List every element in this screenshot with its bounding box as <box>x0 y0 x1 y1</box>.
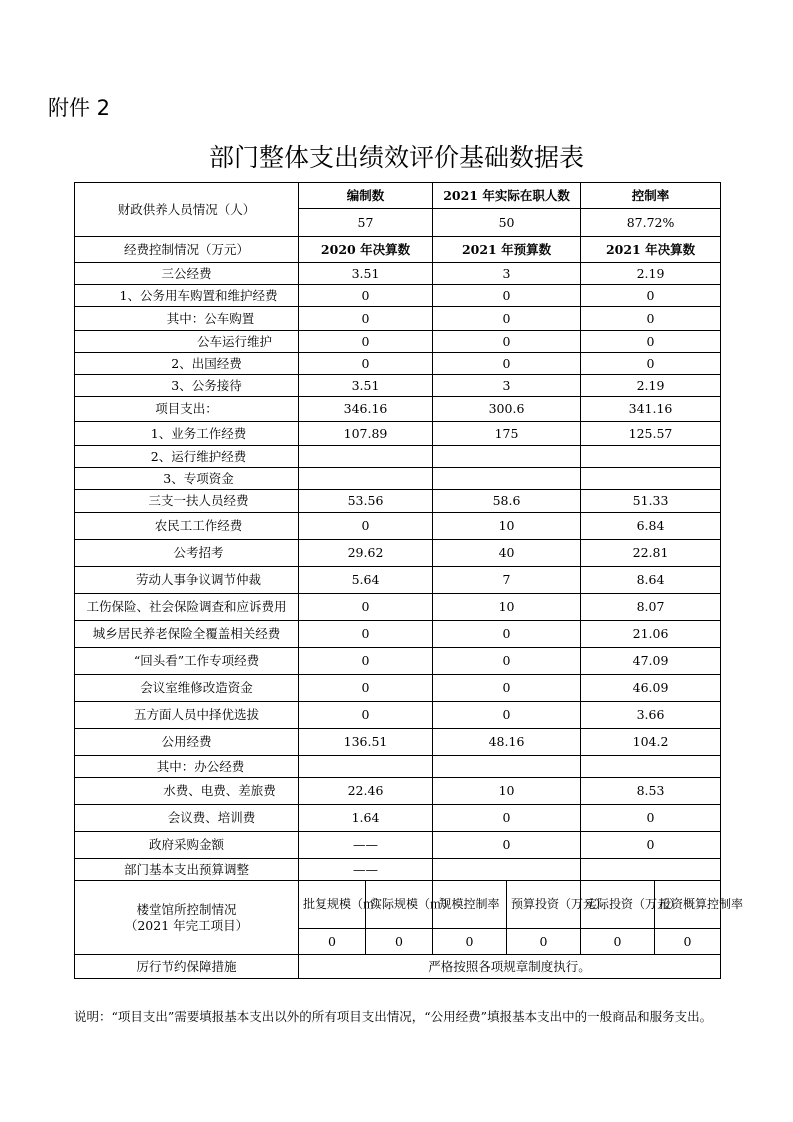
row-value: 7 <box>433 567 581 594</box>
row-value: 48.16 <box>433 729 581 756</box>
row-value: 0 <box>433 675 581 702</box>
row-value: 175 <box>433 422 581 446</box>
building-header: 实际投资（万元） <box>581 881 655 929</box>
attachment-label: 附件 2 <box>48 96 111 120</box>
row-value: 0 <box>433 805 581 832</box>
table-row <box>75 422 721 446</box>
row-value: —— <box>299 832 433 859</box>
row-value: 300.6 <box>433 397 581 422</box>
table-row <box>75 540 721 567</box>
staff-header: 2021 年实际在职人数 <box>433 183 581 209</box>
row-label: 其中：办公经费 <box>75 756 299 778</box>
table-row <box>75 490 721 513</box>
row-value: 0 <box>581 285 721 307</box>
funding-header: 2021 年预算数 <box>433 237 581 263</box>
row-value: 0 <box>299 513 433 540</box>
row-label: 农民工工作经费 <box>75 513 299 540</box>
row-value <box>299 756 433 778</box>
row-value <box>299 446 433 468</box>
table-row <box>75 859 721 881</box>
funding-label: 经费控制情况（万元） <box>75 237 299 263</box>
row-label: 工伤保险、社会保险调查和应诉费用 <box>75 594 299 621</box>
table-row <box>75 756 721 778</box>
building-header: 规模控制率 <box>433 881 507 929</box>
funding-header: 2021 年决算数 <box>581 237 721 263</box>
row-value: 1.64 <box>299 805 433 832</box>
building-value: 0 <box>366 929 433 955</box>
row-value: 22.46 <box>299 778 433 805</box>
row-label: 1、业务工作经费 <box>75 422 299 446</box>
row-value: 8.53 <box>581 778 721 805</box>
row-label: 政府采购金额 <box>75 832 299 859</box>
table-row <box>75 353 721 375</box>
row-label: 项目支出： <box>75 397 299 422</box>
row-value: 47.09 <box>581 648 721 675</box>
row-value <box>433 859 581 881</box>
row-value: 0 <box>299 307 433 331</box>
row-value: 0 <box>299 702 433 729</box>
row-value: 0 <box>581 331 721 353</box>
building-label-line1: 楼堂馆所控制情况 <box>136 901 237 917</box>
row-value: 0 <box>299 594 433 621</box>
table-row <box>75 567 721 594</box>
row-label: 公车运行维护 <box>75 331 299 353</box>
row-label: 会议费、培训费 <box>75 805 299 832</box>
row-value: 0 <box>299 621 433 648</box>
table-row <box>75 805 721 832</box>
row-value: 8.07 <box>581 594 721 621</box>
row-value: 0 <box>433 832 581 859</box>
row-value: 0 <box>433 648 581 675</box>
row-value <box>581 468 721 490</box>
row-value: 3.51 <box>299 263 433 285</box>
row-value: 0 <box>299 331 433 353</box>
building-header: 批复规模（㎡） <box>299 881 366 929</box>
row-label: 2、运行维护经费 <box>75 446 299 468</box>
row-label: “回头看”工作专项经费 <box>75 648 299 675</box>
row-value: 10 <box>433 594 581 621</box>
staff-value: 57 <box>299 209 433 237</box>
row-value: 0 <box>433 331 581 353</box>
row-value: 29.62 <box>299 540 433 567</box>
row-value: 107.89 <box>299 422 433 446</box>
row-value: 0 <box>299 675 433 702</box>
table-row <box>75 375 721 397</box>
table-row <box>75 468 721 490</box>
table-row <box>75 397 721 422</box>
table-row <box>75 285 721 307</box>
staff-value: 87.72% <box>581 209 721 237</box>
row-value <box>433 446 581 468</box>
row-value: 40 <box>433 540 581 567</box>
row-value: 0 <box>299 285 433 307</box>
row-label: 劳动人事争议调节仲裁 <box>75 567 299 594</box>
footnote: 说明：“项目支出”需要填报基本支出以外的所有项目支出情况，“公用经费”填报基本支出中的一般商品和服务支出。 <box>74 1009 713 1024</box>
row-label: 公考招考 <box>75 540 299 567</box>
table-row <box>75 675 721 702</box>
table-row <box>75 702 721 729</box>
row-value: 58.6 <box>433 490 581 513</box>
row-value: 5.64 <box>299 567 433 594</box>
row-value <box>581 756 721 778</box>
row-label: 城乡居民养老保险全覆盖相关经费 <box>75 621 299 648</box>
row-value <box>433 468 581 490</box>
building-header: 实际规模（㎡） <box>366 881 433 929</box>
building-header: 投资概算控制率 <box>655 881 721 929</box>
table-row <box>75 621 721 648</box>
row-value: 104.2 <box>581 729 721 756</box>
row-value: 21.06 <box>581 621 721 648</box>
row-value: 3 <box>433 375 581 397</box>
building-value: 0 <box>655 929 721 955</box>
table-row <box>75 513 721 540</box>
row-value: 6.84 <box>581 513 721 540</box>
row-value: 0 <box>299 353 433 375</box>
row-value: 0 <box>299 648 433 675</box>
row-value: 0 <box>581 307 721 331</box>
row-value: 46.09 <box>581 675 721 702</box>
measures-label: 厉行节约保障措施 <box>75 955 299 979</box>
table-row <box>75 446 721 468</box>
row-label: 公用经费 <box>75 729 299 756</box>
table-row <box>75 263 721 285</box>
row-value: 22.81 <box>581 540 721 567</box>
page-title: 部门整体支出绩效评价基础数据表 <box>208 143 584 172</box>
building-label-line2: （2021 年完工项目） <box>124 917 249 933</box>
row-value <box>299 468 433 490</box>
staff-header: 控制率 <box>581 183 721 209</box>
row-label: 3、公务接待 <box>75 375 299 397</box>
row-label: 水费、电费、差旅费 <box>75 778 299 805</box>
building-value: 0 <box>507 929 581 955</box>
row-label: 3、专项资金 <box>75 468 299 490</box>
row-label: 三公经费 <box>75 263 299 285</box>
row-value: 51.33 <box>581 490 721 513</box>
table-row <box>75 307 721 331</box>
staff-value: 50 <box>433 209 581 237</box>
row-value: 0 <box>433 353 581 375</box>
table-row <box>75 331 721 353</box>
table-row <box>75 729 721 756</box>
row-label: 2、出国经费 <box>75 353 299 375</box>
row-value: 2.19 <box>581 263 721 285</box>
row-label: 1、公务用车购置和维护经费 <box>75 285 299 307</box>
row-value <box>581 859 721 881</box>
row-value: 125.57 <box>581 422 721 446</box>
building-value: 0 <box>299 929 366 955</box>
row-value: 3.66 <box>581 702 721 729</box>
row-value: 10 <box>433 513 581 540</box>
row-value: 0 <box>433 702 581 729</box>
row-value: 3.51 <box>299 375 433 397</box>
row-value: 0 <box>581 805 721 832</box>
row-label: 部门基本支出预算调整 <box>75 859 299 881</box>
funding-header: 2020 年决算数 <box>299 237 433 263</box>
row-value: 346.16 <box>299 397 433 422</box>
building-header: 预算投资（万元） <box>507 881 581 929</box>
row-value <box>581 446 721 468</box>
row-value: 0 <box>433 621 581 648</box>
staff-header: 编制数 <box>299 183 433 209</box>
row-value: 0 <box>433 285 581 307</box>
row-label: 三支一扶人员经费 <box>75 490 299 513</box>
row-value: 0 <box>581 832 721 859</box>
table-row <box>75 648 721 675</box>
row-label: 其中：公车购置 <box>75 307 299 331</box>
row-value: 10 <box>433 778 581 805</box>
staff-label: 财政供养人员情况（人） <box>75 183 299 237</box>
row-value: 341.16 <box>581 397 721 422</box>
row-value <box>433 756 581 778</box>
building-value: 0 <box>433 929 507 955</box>
row-value: —— <box>299 859 433 881</box>
row-value: 2.19 <box>581 375 721 397</box>
row-value: 8.64 <box>581 567 721 594</box>
row-value: 136.51 <box>299 729 433 756</box>
measures-value: 严格按照各项规章制度执行。 <box>299 955 721 979</box>
row-value: 3 <box>433 263 581 285</box>
table-row <box>75 832 721 859</box>
building-label <box>75 881 299 955</box>
table-row <box>75 778 721 805</box>
row-value: 0 <box>581 353 721 375</box>
table-row <box>75 594 721 621</box>
building-value: 0 <box>581 929 655 955</box>
row-label: 五方面人员中择优选拔 <box>75 702 299 729</box>
row-label: 会议室维修改造资金 <box>75 675 299 702</box>
row-value: 0 <box>433 307 581 331</box>
row-value: 53.56 <box>299 490 433 513</box>
expenditure-table <box>74 182 744 979</box>
